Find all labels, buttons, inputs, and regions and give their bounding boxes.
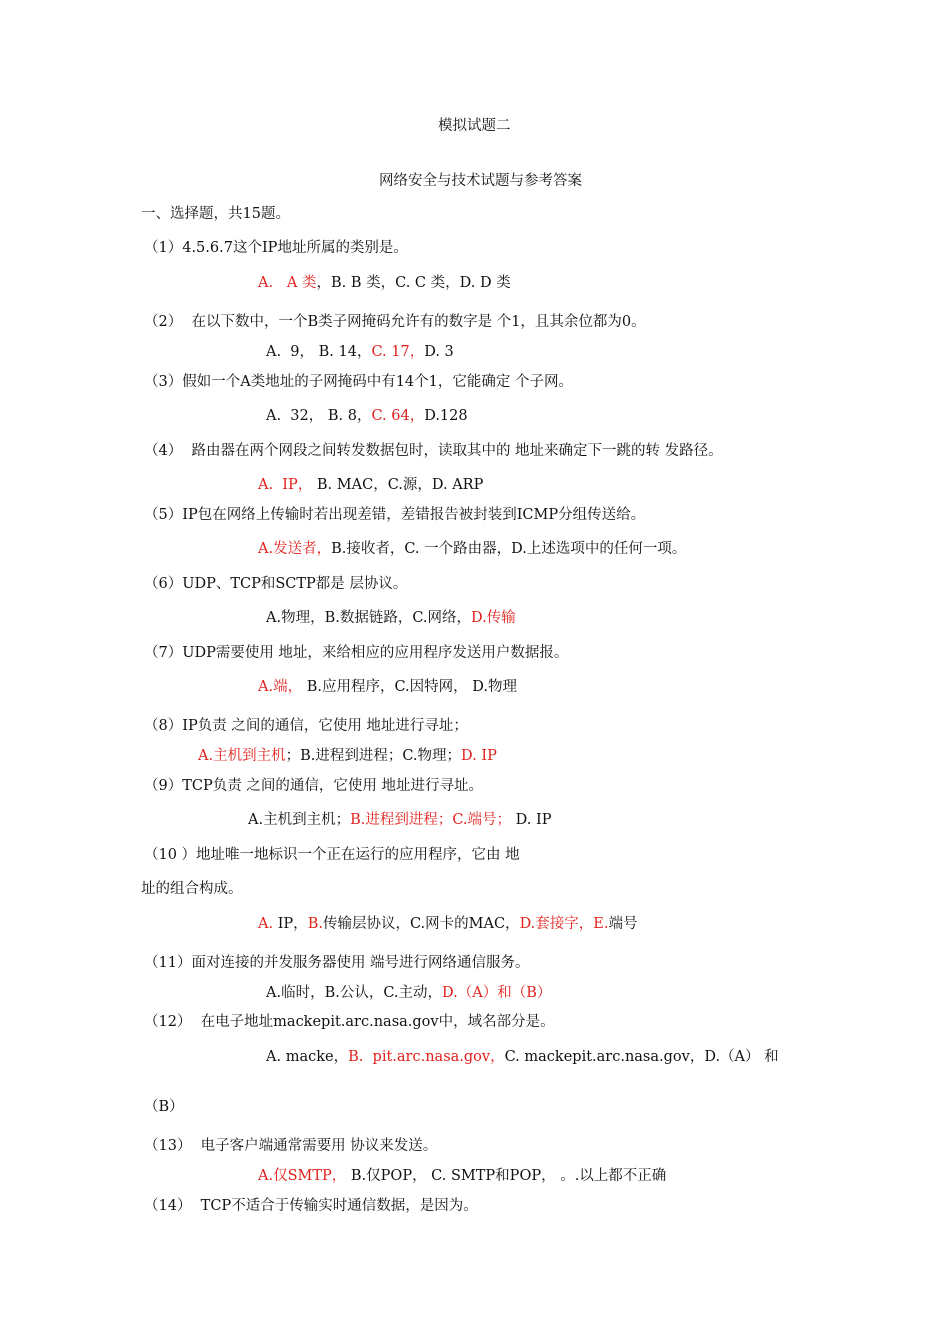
line-text: （9）TCP负责 之间的通信，它使用 地址进行寻址。 bbox=[144, 778, 483, 794]
answer-line-a5 bbox=[258, 540, 686, 558]
correct-answer-text: B. pit.arc.nasa.gov， bbox=[348, 1049, 505, 1065]
line-text: （4） 路由器在两个网段之间转发数据包时，读取其中的 地址来确定下一跳的转 发路径。 bbox=[144, 443, 723, 459]
question-line-q6 bbox=[144, 575, 407, 593]
correct-answer-text: A.端， bbox=[258, 679, 303, 695]
answer-line-a6 bbox=[266, 609, 516, 627]
correct-answer-text: C. 17， bbox=[371, 344, 425, 360]
line-text: C. mackepit.arc.nasa.gov，D.（A） 和 bbox=[504, 1049, 779, 1065]
line-text: （6）UDP、TCP和SCTP都是 层协议。 bbox=[144, 576, 408, 592]
line-text: B.接收者，C. 一个路由器，D.上述选项中的任何一项。 bbox=[331, 541, 687, 557]
question-line-q12 bbox=[144, 1013, 555, 1031]
correct-answer-text: A. A 类 bbox=[258, 275, 317, 291]
line-text: 传输层协议，C.网卡的MAC， bbox=[322, 916, 520, 932]
correct-answer-text: D.套接字，E. bbox=[519, 916, 609, 932]
line-text: IP， bbox=[273, 916, 308, 932]
line-text: 端号 bbox=[608, 916, 638, 932]
line-text: D. IP bbox=[511, 812, 552, 828]
answer-line-a2 bbox=[266, 343, 454, 361]
answer-line-a10 bbox=[258, 915, 637, 933]
answer-line-a9 bbox=[248, 811, 551, 829]
question-line-q14 bbox=[144, 1197, 478, 1215]
line-text: （8）IP负责 之间的通信，它使用 地址进行寻址； bbox=[144, 718, 468, 734]
question-line-q8 bbox=[144, 717, 468, 735]
line-text: A. 9， B. 14， bbox=[266, 344, 372, 360]
question-line-q10b bbox=[141, 880, 243, 898]
line-text: （13） 电子客户端通常需要用 协议来发送。 bbox=[144, 1138, 438, 1154]
line-text: A. 32， B. 8， bbox=[266, 408, 372, 424]
line-text: （14） TCP不适合于传输实时通信数据，是因为。 bbox=[144, 1198, 478, 1214]
line-text: 址的组合构成。 bbox=[141, 881, 243, 897]
answer-line-a8 bbox=[198, 747, 497, 765]
correct-answer-text: B. bbox=[307, 916, 323, 932]
answer-line-a12b bbox=[144, 1098, 184, 1116]
line-text: B. MAC，C.源，D. ARP bbox=[312, 477, 484, 493]
line-text: （1）4.5.6.7这个IP地址所属的类别是。 bbox=[144, 240, 408, 256]
question-line-q3 bbox=[144, 373, 573, 391]
line-text: B.仅POP， C. SMTP和POP， 。.以上都不正确 bbox=[346, 1168, 667, 1184]
line-text: （12） 在电子地址mackepit.arc.nasa.gov中，域名部分是。 bbox=[144, 1014, 555, 1030]
doc-subtitle: 网络安全与技术试题与参考答案 bbox=[379, 173, 582, 189]
line-text: （B） bbox=[144, 1099, 184, 1115]
answer-line-a11 bbox=[266, 984, 551, 1002]
line-text: A.物理，B.数据链路，C.网络， bbox=[266, 610, 472, 626]
correct-answer-text: A.发送者， bbox=[258, 541, 332, 557]
correct-answer-text: A.主机到主机 bbox=[198, 748, 286, 764]
line-text: （10 ）地址唯一地标识一个正在运行的应用程序，它由 地 bbox=[144, 847, 520, 863]
line-text: B.应用程序，C.因特网， D.物理 bbox=[302, 679, 517, 695]
answer-line-a7 bbox=[258, 678, 517, 696]
line-text: （3）假如一个A类地址的子网掩码中有14个1，它能确定 个子网。 bbox=[144, 374, 573, 390]
doc-title: 模拟试题二 bbox=[438, 118, 511, 134]
line-text: （2） 在以下数中，一个B类子网掩码允许有的数字是 个1，且其余位都为0。 bbox=[144, 314, 646, 330]
question-line-q1 bbox=[144, 239, 408, 257]
answer-line-a4 bbox=[258, 476, 483, 494]
correct-answer-text: C. 64， bbox=[371, 408, 425, 424]
question-line-q13 bbox=[144, 1137, 437, 1155]
line-text: D.128 bbox=[424, 408, 468, 424]
question-line-q11 bbox=[144, 954, 530, 972]
correct-answer-text: A. IP， bbox=[258, 477, 313, 493]
answer-line-a12 bbox=[266, 1048, 779, 1066]
question-line-q7 bbox=[144, 644, 568, 662]
question-line-q5 bbox=[144, 506, 645, 524]
line-text: ，B. B 类，C. C 类，D. D 类 bbox=[316, 275, 511, 291]
answer-line-a3 bbox=[266, 407, 468, 425]
correct-answer-text: A.仅SMTP， bbox=[258, 1168, 347, 1184]
question-line-q4 bbox=[144, 442, 723, 460]
line-text: ；B.进程到进程；C.物理； bbox=[285, 748, 462, 764]
line-text: （5）IP包在网络上传输时若出现差错，差错报告被封装到ICMP分组传送给。 bbox=[144, 507, 646, 523]
answer-line-a13 bbox=[258, 1167, 666, 1185]
question-line-q9 bbox=[144, 777, 483, 795]
correct-answer-text: D.传输 bbox=[471, 610, 516, 626]
question-line-q2 bbox=[144, 313, 646, 331]
line-text: A.主机到主机； bbox=[248, 812, 351, 828]
correct-answer-text: D. IP bbox=[461, 748, 497, 764]
line-text: A.临时，B.公认，C.主动， bbox=[266, 985, 443, 1001]
line-text: （7）UDP需要使用 地址，来给相应的应用程序发送用户数据报。 bbox=[144, 645, 569, 661]
question-line-q10 bbox=[144, 846, 520, 864]
line-text: A. macke， bbox=[266, 1049, 349, 1065]
correct-answer-text: D.（A）和（B） bbox=[442, 985, 552, 1001]
line-text: （11）面对连接的并发服务器使用 端号进行网络通信服务。 bbox=[144, 955, 530, 971]
correct-answer-text: B.进程到进程；C.端号； bbox=[350, 812, 512, 828]
line-text: D. 3 bbox=[424, 344, 454, 360]
section-heading: 一、选择题，共15题。 bbox=[141, 206, 290, 222]
correct-answer-text: A. bbox=[258, 916, 274, 932]
answer-line-a1 bbox=[258, 274, 511, 292]
